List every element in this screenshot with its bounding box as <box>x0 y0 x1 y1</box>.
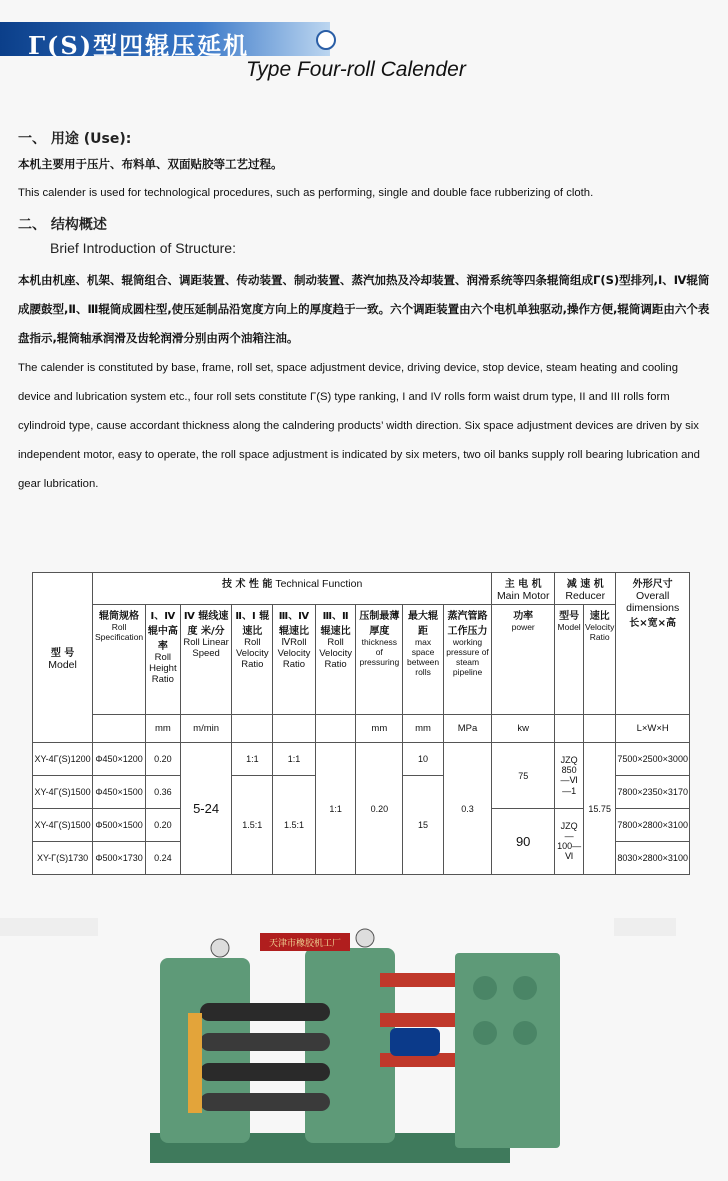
col-ratio-b: Ⅲ、Ⅳ 辊速比 ⅣRoll Velocity Ratio <box>273 605 316 715</box>
cell-linear-speed: 5-24 <box>180 743 232 875</box>
roll-4 <box>200 1093 330 1111</box>
drive-shaft-2 <box>380 1013 460 1027</box>
table-row-dim: 7800×2800×3100 <box>616 809 690 842</box>
col-reducer-model: 型号 Model <box>555 605 584 715</box>
table-row-model: XY-Γ(S)1730 <box>33 842 93 875</box>
calender-machine-image <box>140 918 590 1173</box>
gauge-icon <box>356 929 374 947</box>
roll-3 <box>200 1063 330 1081</box>
col-max-space: 最大辊距 max space between rolls <box>403 605 444 715</box>
col-thickness: 压制最薄厚度 thickness of pressuring <box>356 605 403 715</box>
col-height-ratio: Ⅰ、Ⅳ 辊中高率 Roll Height Ratio <box>146 605 181 715</box>
motor <box>390 1028 440 1056</box>
unit-max-space: mm <box>403 715 444 743</box>
decor-panel-left <box>0 918 98 936</box>
cell-ratio-c: 1:1 <box>315 743 356 875</box>
table-row-spec: Φ500×1500 <box>93 809 146 842</box>
banner-dot-icon <box>316 30 336 50</box>
unit-ratio-b <box>273 715 316 743</box>
cell-thickness: 0.20 <box>356 743 403 875</box>
cell-ratio-b2: 1.5:1 <box>273 776 316 875</box>
col-ratio-a: Ⅱ、Ⅰ 辊速比 Roll Velocity Ratio <box>232 605 273 715</box>
structure-brief-heading: Brief Introduction of Structure: <box>50 240 236 256</box>
table-row-height: 0.36 <box>146 776 181 809</box>
header-model: 型 号 Model <box>33 573 93 743</box>
header-tech: 技 术 性 能 Technical Function <box>93 573 492 605</box>
table-row-model: XY-4Γ(S)1500 <box>33 776 93 809</box>
roll-2 <box>200 1033 330 1051</box>
decor-panel-right <box>614 918 676 936</box>
col-steam-pressure: 蒸汽管路工作压力 working pressure of steam pipeline <box>443 605 491 715</box>
cell-ratio-a1: 1:1 <box>232 743 273 776</box>
table-row-height: 0.24 <box>146 842 181 875</box>
unit-ratio-a <box>232 715 273 743</box>
cell-space-1: 10 <box>403 743 444 776</box>
col-roll-spec: 辊筒规格 Roll Specification <box>93 605 146 715</box>
table-row-dim: 8030×2800×3100 <box>616 842 690 875</box>
name-plate-text: 天津市橡胶机工厂 <box>268 939 342 949</box>
gearbox <box>455 953 560 1148</box>
table-row-spec: Φ500×1730 <box>93 842 146 875</box>
gauge-icon <box>211 939 229 957</box>
cell-pressure: 0.3 <box>443 743 491 875</box>
unit-power: kw <box>492 715 555 743</box>
use-text-en: This calender is used for technological procedures, such as performing, single and double face rubberizing of cloth. <box>18 187 594 199</box>
header-reducer: 减 速 机 Reducer <box>555 573 616 605</box>
unit-thickness: mm <box>356 715 403 743</box>
cell-power-1: 75 <box>492 743 555 809</box>
table-row-dim: 7800×2350×3170 <box>616 776 690 809</box>
spec-table <box>32 572 690 875</box>
table-row-spec: Φ450×1500 <box>93 776 146 809</box>
drive-shaft-1 <box>380 973 460 987</box>
table-row-dim: 7500×2500×3000 <box>616 743 690 776</box>
unit-overall: L×W×H <box>616 715 690 743</box>
section-use-heading: 一、 用途 (Use): <box>18 131 132 147</box>
cell-reducer-1: JZQ 850 —Ⅵ—1 <box>555 743 584 809</box>
page-title-cn: Γ(S)型四辊压延机 <box>28 31 250 60</box>
structure-text-en: The calender is constituted by base, frame, roll set, space adjustment device, driving device, stop device, steam heating and cooling device and lubrication system etc., four roll sets constitute Γ(S) type ranking, I and IV rolls form waist drum type, II and III rolls form cylindroid type, cause accordant thickness along the calndering products’ width direction. Six space adjustment devices are driven by six independent motor, easy to operate, the roll space adjustment is indicated by six meters, two oil banks supply roll bearing lubrication and gear lubrication. <box>18 362 700 490</box>
col-reducer-ratio: 速比 Velocity Ratio <box>584 605 616 715</box>
cell-ratio-a2: 1.5:1 <box>232 776 273 875</box>
unit-roll-spec <box>93 715 146 743</box>
roll-1 <box>200 1003 330 1021</box>
section-structure-heading: 二、 结构概述 <box>18 217 107 233</box>
gear-icon <box>473 976 497 1000</box>
roll-bearing <box>188 1013 202 1113</box>
unit-height-ratio: mm <box>146 715 181 743</box>
table-row-model: XY-4Γ(S)1200 <box>33 743 93 776</box>
gear-icon <box>473 1021 497 1045</box>
table-row-model: XY-4Γ(S)1500 <box>33 809 93 842</box>
table-row-spec: Φ450×1200 <box>93 743 146 776</box>
header-main-motor: 主 电 机 Main Motor <box>492 573 555 605</box>
page-title-en: Type Four-roll Calender <box>246 58 466 81</box>
cell-ratio-b1: 1:1 <box>273 743 316 776</box>
use-text-cn: 本机主要用于压片、布料单、双面贴胶等工艺过程。 <box>18 157 283 171</box>
unit-reducer-ratio <box>584 715 616 743</box>
col-power: 功率 power <box>492 605 555 715</box>
gear-icon <box>513 1021 537 1045</box>
header-overall: 外形尺寸 Overall dimensions 长×宽×高 <box>616 573 690 715</box>
cell-reducer-ratio: 15.75 <box>584 743 616 875</box>
cell-power-2: 90 <box>492 809 555 875</box>
unit-reducer-model <box>555 715 584 743</box>
structure-text-cn: 本机由机座、机架、辊筒组合、调距装置、传动装置、制动装置、蒸汽加热及冷却装置、润滑系统等四条辊筒组成Γ(S)型排列,Ⅰ、Ⅳ辊筒成腰鼓型,Ⅱ、Ⅲ辊筒成圆柱型,使压延制品沿宽度方向上的厚度趋于一致。六个调距装置由六个电机单独驱动,操作方便,辊筒调距由六个表盘指示,辊筒轴承润滑及齿轮润滑分别由两个油箱注油。 <box>18 273 710 345</box>
gear-icon <box>513 976 537 1000</box>
table-row-height: 0.20 <box>146 809 181 842</box>
col-linear-speed: Ⅳ 辊线速度 米/分 Roll Linear Speed <box>180 605 232 715</box>
cell-space-2: 15 <box>403 776 444 875</box>
cell-reducer-2: JZQ— 100— Ⅵ <box>555 809 584 875</box>
unit-linear-speed: m/min <box>180 715 232 743</box>
table-row-height: 0.20 <box>146 743 181 776</box>
col-ratio-c: Ⅲ、Ⅱ 辊速比 Roll Velocity Ratio <box>315 605 356 715</box>
unit-ratio-c <box>315 715 356 743</box>
unit-steam-pressure: MPa <box>443 715 491 743</box>
